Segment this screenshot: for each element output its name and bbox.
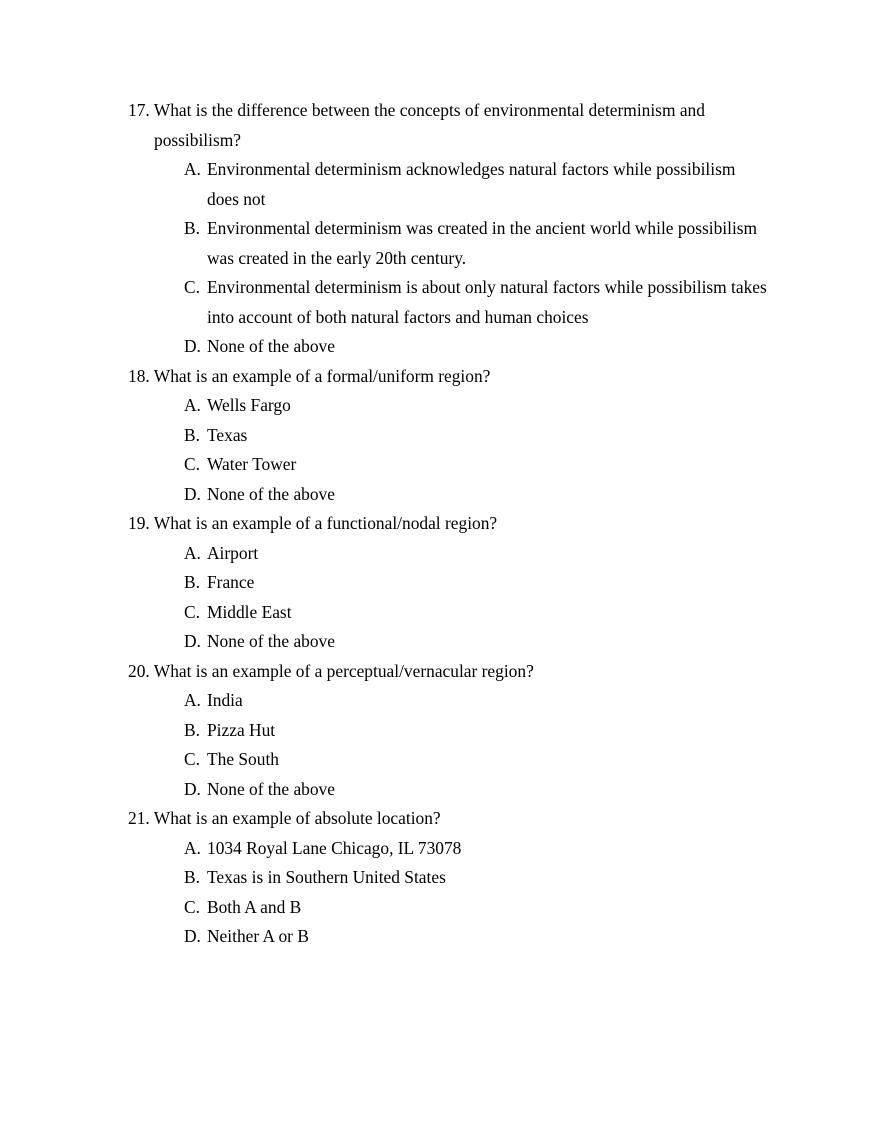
choice-letter: B. <box>184 424 200 445</box>
choice-text: Pizza Hut <box>207 719 276 740</box>
choice-letter: A. <box>184 690 201 710</box>
choice-text: Wells Fargo <box>207 395 291 415</box>
choice-item[interactable] <box>128 686 770 716</box>
question-number: 19. <box>128 513 150 533</box>
choice-item[interactable] <box>128 863 770 893</box>
question-line <box>128 657 770 687</box>
choice-letter: D. <box>184 483 201 504</box>
choice-text: None of the above <box>207 631 335 651</box>
question-text: What is the difference between the concepts of environmental determinism and possibilism? <box>153 100 705 150</box>
choice-text: Texas <box>207 424 248 445</box>
choice-list <box>128 391 770 509</box>
question-line <box>128 804 770 834</box>
choice-list <box>128 686 770 804</box>
choice-letter: C. <box>184 896 200 917</box>
choice-letter: D. <box>184 926 201 946</box>
choice-item[interactable] <box>128 775 770 805</box>
choice-letter: B. <box>184 572 200 592</box>
choice-letter: D. <box>184 778 201 799</box>
question-block <box>128 362 770 510</box>
choice-letter: D. <box>184 631 201 651</box>
choice-text: Airport <box>207 542 259 563</box>
choice-text: None of the above <box>207 336 335 356</box>
choice-letter: C. <box>184 454 200 474</box>
question-block <box>128 96 770 362</box>
choice-list <box>128 834 770 952</box>
choice-letter: A. <box>184 159 201 179</box>
choice-text: None of the above <box>207 778 335 799</box>
question-text: What is an example of a perceptual/vernacular region? <box>153 660 534 681</box>
choice-text: Water Tower <box>207 454 297 474</box>
choice-item[interactable] <box>128 893 770 923</box>
choice-item[interactable] <box>128 155 770 214</box>
choice-list <box>128 539 770 657</box>
choice-item[interactable] <box>128 332 770 362</box>
choice-item[interactable] <box>128 539 770 569</box>
question-number: 17. <box>128 100 150 120</box>
choice-letter: B. <box>184 719 200 740</box>
choice-list <box>128 155 770 362</box>
choice-item[interactable] <box>128 568 770 598</box>
choice-item[interactable] <box>128 450 770 480</box>
choice-text: Texas is in Southern United States <box>207 867 446 887</box>
choice-item[interactable] <box>128 922 770 952</box>
choice-item[interactable] <box>128 627 770 657</box>
choice-text: Both A and B <box>207 896 302 917</box>
choice-item[interactable] <box>128 745 770 775</box>
question-block <box>128 509 770 657</box>
choice-item[interactable] <box>128 716 770 746</box>
choice-text: Environmental determinism is about only natural factors while possibilism takes into account of both natural factors and human choices <box>207 277 767 327</box>
choice-letter: B. <box>184 867 200 887</box>
choice-item[interactable] <box>128 214 770 273</box>
choice-text: None of the above <box>207 483 335 504</box>
question-line <box>128 362 770 392</box>
choice-text: Middle East <box>207 601 292 622</box>
choice-letter: B. <box>184 218 200 238</box>
choice-text: India <box>207 690 243 710</box>
question-number: 20. <box>128 660 150 681</box>
choice-text: Environmental determinism was created in the ancient world while possibilism was created in the early 20th century. <box>207 218 758 268</box>
choice-letter: A. <box>184 837 201 858</box>
choice-letter: A. <box>184 395 201 415</box>
choice-text: France <box>207 572 255 592</box>
choice-letter: C. <box>184 749 200 769</box>
choice-text: Neither A or B <box>207 926 309 946</box>
question-number: 21. <box>128 808 150 828</box>
choice-text: The South <box>207 749 279 769</box>
question-block <box>128 657 770 805</box>
question-line <box>128 96 770 155</box>
choice-item[interactable] <box>128 834 770 864</box>
choice-letter: C. <box>184 277 200 297</box>
choice-letter: D. <box>184 336 201 356</box>
choice-letter: A. <box>184 542 201 563</box>
choice-item[interactable] <box>128 391 770 421</box>
choice-item[interactable] <box>128 480 770 510</box>
choice-text: Environmental determinism acknowledges natural factors while possibilism does not <box>207 159 736 209</box>
choice-letter: C. <box>184 601 200 622</box>
question-text: What is an example of a functional/nodal region? <box>153 513 498 533</box>
choice-text: 1034 Royal Lane Chicago, IL 73078 <box>207 837 462 858</box>
question-block <box>128 804 770 952</box>
choice-item[interactable] <box>128 421 770 451</box>
choice-item[interactable] <box>128 273 770 332</box>
question-number: 18. <box>128 365 150 386</box>
choice-item[interactable] <box>128 598 770 628</box>
question-text: What is an example of a formal/uniform region? <box>153 365 491 386</box>
question-line <box>128 509 770 539</box>
question-text: What is an example of absolute location? <box>153 808 441 828</box>
